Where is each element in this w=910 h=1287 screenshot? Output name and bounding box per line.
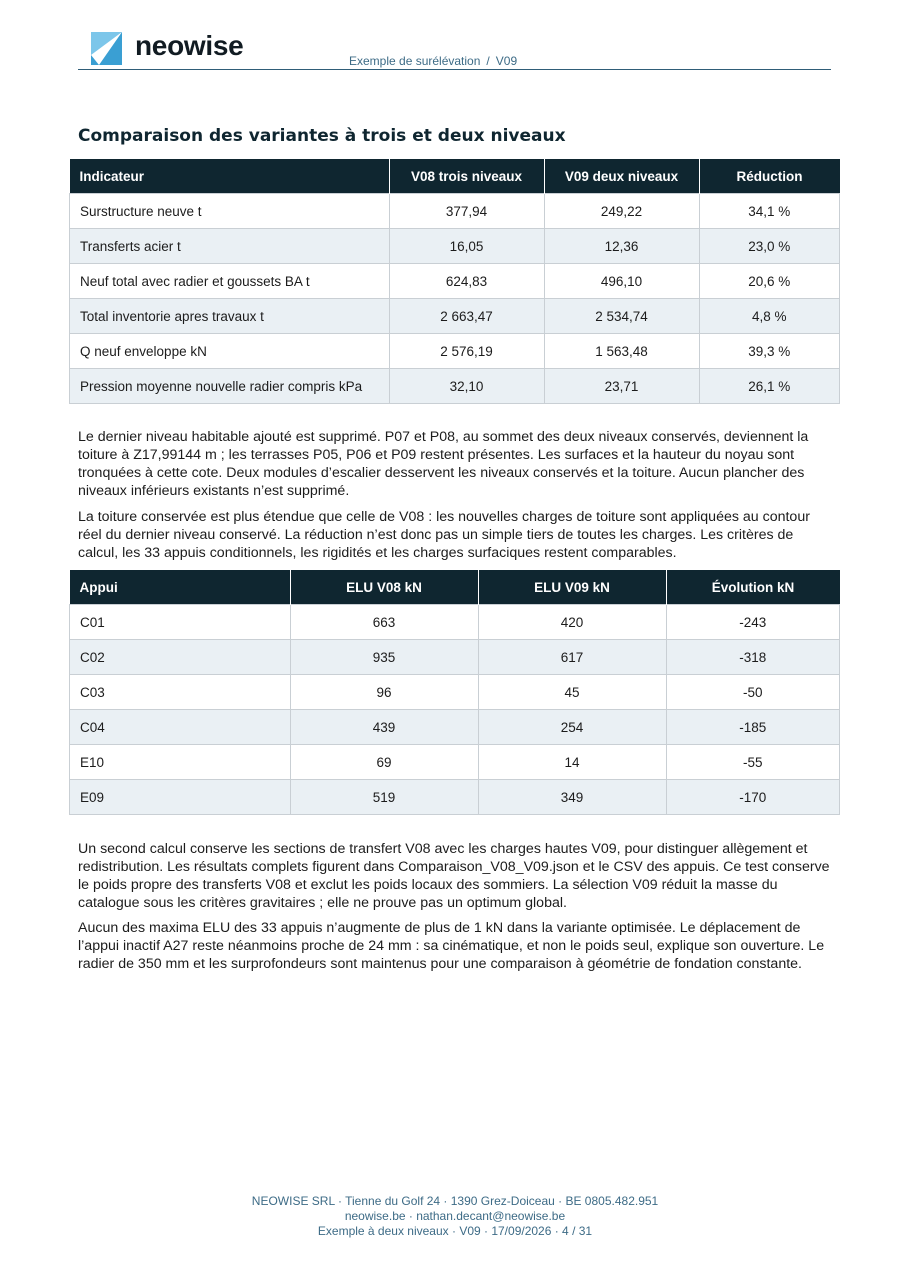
table-row (70, 780, 840, 815)
table-cell: -55 (666, 745, 840, 780)
table-cell: 16,05 (389, 229, 544, 264)
table-row (70, 745, 840, 780)
table-cell: C02 (70, 640, 291, 675)
page-header (78, 28, 831, 70)
supports-table (69, 570, 840, 815)
table-cell: Total inventorie apres travaux t (70, 299, 390, 334)
table-row (70, 640, 840, 675)
table-cell: 2 576,19 (389, 334, 544, 369)
column-header: ELU V08 kN (290, 570, 478, 605)
column-header: V08 trois niveaux (389, 159, 544, 194)
table-cell: E09 (70, 780, 291, 815)
column-header: Appui (70, 570, 291, 605)
section-title: Comparaison des variantes à trois et deux niveaux (78, 126, 566, 146)
table-cell: 14 (478, 745, 666, 780)
table-cell: 45 (478, 675, 666, 710)
table-cell: Pression moyenne nouvelle radier compris kPa (70, 369, 390, 404)
column-header: Réduction (699, 159, 840, 194)
table-cell: -170 (666, 780, 840, 815)
footer-page-info: Exemple à deux niveaux · V09 · 17/09/2026 · 4 / 31 (317, 1224, 593, 1238)
table-cell: C04 (70, 710, 291, 745)
comparison-table (69, 159, 840, 404)
running-header: Exemple de surélévation / V09 (349, 54, 518, 68)
table-cell: 420 (478, 605, 666, 640)
page-footer (0, 1194, 910, 1239)
table-cell: Surstructure neuve t (70, 194, 390, 229)
column-header: Évolution kN (666, 570, 840, 605)
table-row (70, 369, 840, 404)
table-row (70, 264, 840, 299)
column-header: Indicateur (70, 159, 390, 194)
neowise-logo-icon (91, 32, 122, 65)
table-cell: E10 (70, 745, 291, 780)
table-cell: 663 (290, 605, 478, 640)
table-cell: 254 (478, 710, 666, 745)
table-cell: 439 (290, 710, 478, 745)
table-cell: 39,3 % (699, 334, 840, 369)
table-cell: Transferts acier t (70, 229, 390, 264)
body-paragraph: Le dernier niveau habitable ajouté est supprimé. P07 et P08, au sommet des deux niveaux conservés, deviennent la toiture à Z17,99144 m ; les terrasses P05, P06 et P09 restent présentes. Les surfaces et la hauteur du noyau sont tronquées à cette cote. Deux modules d’escalier desservent les niveaux conservés et la toiture. Aucun plancher des niveaux inférieurs existants n’est supprimé. (78, 429, 809, 499)
table-cell: 26,1 % (699, 369, 840, 404)
column-header: ELU V09 kN (478, 570, 666, 605)
table-cell: -185 (666, 710, 840, 745)
table-cell: 96 (290, 675, 478, 710)
table-cell: 4,8 % (699, 299, 840, 334)
table-cell: 34,1 % (699, 194, 840, 229)
table-cell: 349 (478, 780, 666, 815)
table-row (70, 675, 840, 710)
table-row (70, 710, 840, 745)
running-title: Exemple de surélévation (349, 54, 481, 68)
table-cell: 1 563,48 (544, 334, 699, 369)
table-cell: 20,6 % (699, 264, 840, 299)
table-cell: 249,22 (544, 194, 699, 229)
table-cell: 496,10 (544, 264, 699, 299)
table-row (70, 334, 840, 369)
table-cell: 935 (290, 640, 478, 675)
running-version: V09 (495, 54, 518, 68)
body-paragraph: La toiture conservée est plus étendue que celle de V08 : les nouvelles charges de toiture sont appliquées au contour réel du dernier niveau conservé. La réduction n’est donc pas un simple tiers de toutes les charges. Les critères de calcul, les 33 appuis conditionnels, les rigidités et les charges surfaciques restent comparables. (78, 509, 810, 561)
table-header-row (70, 570, 840, 605)
table-row (70, 194, 840, 229)
table-cell: Neuf total avec radier et goussets BA t (70, 264, 390, 299)
table-cell: 2 663,47 (389, 299, 544, 334)
table-row (70, 229, 840, 264)
table-cell: 23,71 (544, 369, 699, 404)
table-cell: 69 (290, 745, 478, 780)
table-cell: -243 (666, 605, 840, 640)
table-cell: 624,83 (389, 264, 544, 299)
table-row (70, 299, 840, 334)
table-cell: 12,36 (544, 229, 699, 264)
table-cell: 32,10 (389, 369, 544, 404)
body-paragraph: Aucun des maxima ELU des 33 appuis n’augmente de plus de 1 kN dans la variante optimisée. Le déplacement de l’appui inactif A27 reste néanmoins proche de 24 mm : sa cinématique, et non le poids seul, explique son ouverture. Le radier de 350 mm et les surprofondeurs sont maintenus pour une comparaison à géométrie de fondation constante. (78, 920, 825, 972)
table-cell: 23,0 % (699, 229, 840, 264)
table-cell: -50 (666, 675, 840, 710)
footer-contact: neowise.be · nathan.decant@neowise.be (344, 1209, 566, 1223)
table-cell: C01 (70, 605, 291, 640)
table-cell: C03 (70, 675, 291, 710)
table-cell: Q neuf enveloppe kN (70, 334, 390, 369)
table-cell: -318 (666, 640, 840, 675)
table-row (70, 605, 840, 640)
table-cell: 617 (478, 640, 666, 675)
column-header: V09 deux niveaux (544, 159, 699, 194)
brand-name: neowise (135, 30, 244, 61)
table-header-row (70, 159, 840, 194)
footer-company: NEOWISE SRL · Tienne du Golf 24 · 1390 Grez-Doiceau · BE 0805.482.951 (251, 1194, 659, 1208)
table-cell: 2 534,74 (544, 299, 699, 334)
body-paragraph: Un second calcul conserve les sections de transfert V08 avec les charges hautes V09, pour distinguer allègement et redistribution. Les résultats complets figurent dans Comparaison_V08_V09.json et le CSV des appuis. Ce test conserve le poids propre des transferts V08 et exclut les poids locaux des sommiers. La sélection V09 réduit la masse du catalogue sous les critères gravitaires ; elle ne prouve pas un optimum global. (78, 841, 830, 911)
table-cell: 377,94 (389, 194, 544, 229)
table-cell: 519 (290, 780, 478, 815)
